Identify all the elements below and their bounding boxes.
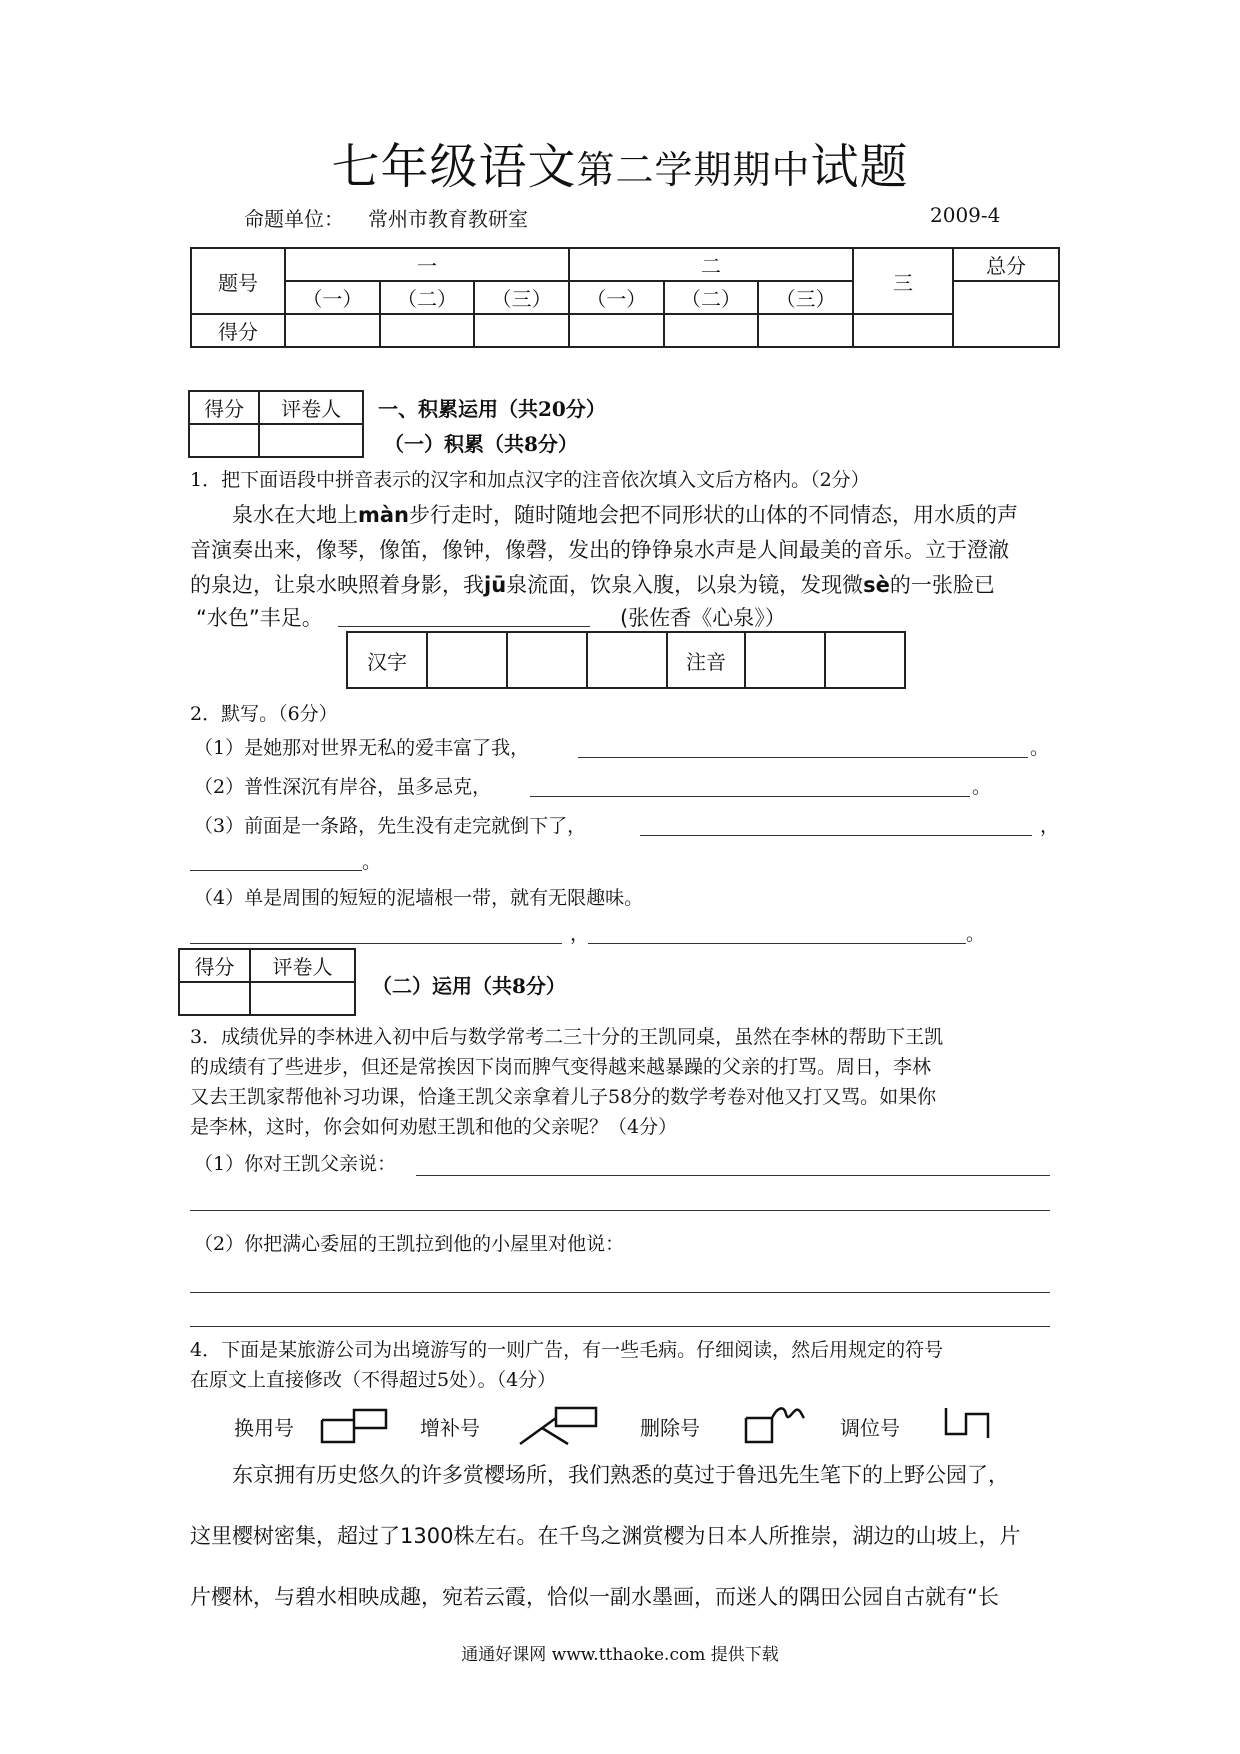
hanzi-cell[interactable] xyxy=(427,632,507,688)
q3-answer-line[interactable] xyxy=(416,1175,1050,1176)
q2-blank-2[interactable] xyxy=(530,796,970,797)
sub-1-3: （三） xyxy=(474,281,569,314)
grader-name-cell[interactable] xyxy=(250,982,355,1015)
swap-mark-icon xyxy=(942,1404,998,1444)
symbol-swap-label: 调位号 xyxy=(840,1416,900,1440)
q1-answer-box xyxy=(346,631,906,689)
q2-period: 。 xyxy=(362,851,382,873)
sub-2-3: （三） xyxy=(758,281,853,314)
q2-period: 。 xyxy=(972,776,992,798)
score-cell[interactable] xyxy=(380,314,475,347)
grader-score-label: 得分 xyxy=(179,949,250,982)
q1-line2: 音演奏出来，像琴，像笛，像钟，像磬，发出的铮铮泉水声是人间最美的音乐。立于澄澈 xyxy=(190,538,1009,562)
grader-box xyxy=(178,948,356,1016)
q2-comma: ， xyxy=(570,923,590,945)
unit-label: 命题单位： xyxy=(244,207,344,231)
sub-heading-1: （一）积累（共8分） xyxy=(384,432,578,456)
q2-line2: （2）普性深沉有岸谷，虽多忌克， xyxy=(194,776,492,798)
unit-name: 常州市教育教研室 xyxy=(368,207,528,231)
insert-mark-icon xyxy=(516,1402,598,1448)
grader-score-label: 得分 xyxy=(189,391,259,424)
group-total: 总分 xyxy=(953,248,1059,281)
section-heading-1: 一、积累运用（共20分） xyxy=(378,397,606,421)
q1-line3: 的泉边，让泉水映照着身影，我jū泉流面，饮泉入腹，以泉为镜，发现微sè的一张脸已 xyxy=(190,573,995,597)
score-cell[interactable] xyxy=(664,314,759,347)
sub-2-1: （一） xyxy=(569,281,664,314)
q3-line1: 3．成绩优异的李林进入初中后与数学常考二三十分的王凯同桌，虽然在李林的帮助下王凯 xyxy=(190,1026,944,1048)
q2-comma: ， xyxy=(1040,815,1060,837)
q3-line2: 的成绩有了些进步，但还是常挨因下岗而脾气变得越来越暴躁的父亲的打骂。周日，李林 xyxy=(190,1056,932,1078)
exam-date: 2009-4 xyxy=(930,203,1001,227)
q2-blank-3b[interactable] xyxy=(190,870,362,871)
symbol-delete-label: 删除号 xyxy=(640,1416,700,1440)
grader-name-cell[interactable] xyxy=(259,424,363,457)
q3-answer-2-label: （2）你把满心委屈的王凯拉到他的小屋里对他说： xyxy=(194,1233,625,1255)
symbol-replace-label: 换用号 xyxy=(234,1416,294,1440)
score-cell[interactable] xyxy=(285,314,380,347)
grader-score-cell[interactable] xyxy=(179,982,250,1015)
row-label-number: 题号 xyxy=(191,248,285,314)
q2-blank-1[interactable] xyxy=(578,757,1028,758)
q3-answer-line[interactable] xyxy=(190,1292,1050,1293)
q2-blank-3a[interactable] xyxy=(640,835,1032,836)
score-cell[interactable] xyxy=(758,314,853,347)
q2-line3: （3）前面是一条路，先生没有走完就倒下了， xyxy=(194,815,587,837)
score-cell[interactable] xyxy=(474,314,569,347)
q3-answer-1-label: （1）你对王凯父亲说： xyxy=(194,1153,397,1175)
q3-answer-line[interactable] xyxy=(190,1210,1050,1211)
q4-para-line3: 片樱林，与碧水相映成趣，宛若云霞，恰似一副水墨画，而迷人的隅田公园自古就有“长 xyxy=(190,1585,999,1609)
score-cell[interactable] xyxy=(853,314,953,347)
grader-name-label: 评卷人 xyxy=(259,391,363,424)
sub-1-1: （一） xyxy=(285,281,380,314)
q2-line4: （4）单是周围的短短的泥墙根一带，就有无限趣味。 xyxy=(194,887,644,909)
q4-para-line1: 东京拥有历史悠久的许多赏樱场所，我们熟悉的莫过于鲁迅先生笔下的上野公园了， xyxy=(232,1463,1009,1487)
q1-stem: 1．把下面语段中拼音表示的汉字和加点汉字的注音依次填入文后方格内。（2分） xyxy=(190,469,870,491)
q2-blank-4b[interactable] xyxy=(588,943,966,944)
grader-name-label: 评卷人 xyxy=(250,949,355,982)
group-two: 二 xyxy=(569,248,853,281)
hanzi-cell[interactable] xyxy=(587,632,667,688)
total-score-cell[interactable] xyxy=(953,281,1059,347)
group-one: 一 xyxy=(285,248,569,281)
page-footer: 通通好课网 www.tthaoke.com 提供下载 xyxy=(461,1645,779,1665)
q2-period: 。 xyxy=(1030,737,1050,759)
q3-answer-line[interactable] xyxy=(190,1326,1050,1327)
q3-line4: 是李林，这时，你会如何劝慰王凯和他的父亲呢？（4分） xyxy=(190,1116,678,1138)
zhuyin-label: 注音 xyxy=(667,632,745,688)
sub-heading-2: （二）运用（共8分） xyxy=(372,974,566,998)
replace-mark-icon xyxy=(318,1406,390,1446)
sub-2-2: （二） xyxy=(664,281,759,314)
q4-line1: 4．下面是某旅游公司为出境游写的一则广告，有一些毛病。仔细阅读，然后用规定的符号 xyxy=(190,1339,944,1361)
delete-mark-icon xyxy=(742,1402,812,1446)
q2-blank-4a[interactable] xyxy=(190,943,562,944)
hanzi-cell[interactable] xyxy=(507,632,587,688)
grader-score-cell[interactable] xyxy=(189,424,259,457)
q2-line1: （1）是她那对世界无私的爱丰富了我， xyxy=(194,737,530,759)
zhuyin-cell[interactable] xyxy=(825,632,905,688)
zhuyin-cell[interactable] xyxy=(745,632,825,688)
q1-underline xyxy=(338,626,590,627)
page-title: 七年级语文第二学期期中试题 xyxy=(331,139,909,195)
q1-line1: 泉水在大地上màn步行走时，随时随地会把不同形状的山体的不同情态，用水质的声 xyxy=(232,503,1019,527)
row-label-score: 得分 xyxy=(191,314,285,347)
q2-period: 。 xyxy=(966,923,986,945)
q4-line2: 在原文上直接修改（不得超过5处）。（4分） xyxy=(190,1369,557,1391)
symbol-insert-label: 增补号 xyxy=(420,1416,480,1440)
q1-source: (张佐香《心泉》） xyxy=(620,606,786,630)
score-cell[interactable] xyxy=(569,314,664,347)
sub-1-2: （二） xyxy=(380,281,475,314)
q4-para-line2: 这里樱树密集，超过了1300株左右。在千鸟之渊赏樱为日本人所推崇，湖边的山坡上，片 xyxy=(190,1524,1021,1548)
q3-line3: 又去王凯家帮他补习功课，恰逢王凯父亲拿着儿子58分的数学考卷对他又打又骂。如果你 xyxy=(190,1086,937,1108)
q1-line4: “水色”丰足。 xyxy=(196,606,323,630)
hanzi-label: 汉字 xyxy=(347,632,427,688)
score-table xyxy=(190,247,1060,348)
grader-box xyxy=(188,390,364,458)
group-three: 三 xyxy=(853,248,953,314)
q2-stem: 2．默写。（6分） xyxy=(190,703,338,725)
